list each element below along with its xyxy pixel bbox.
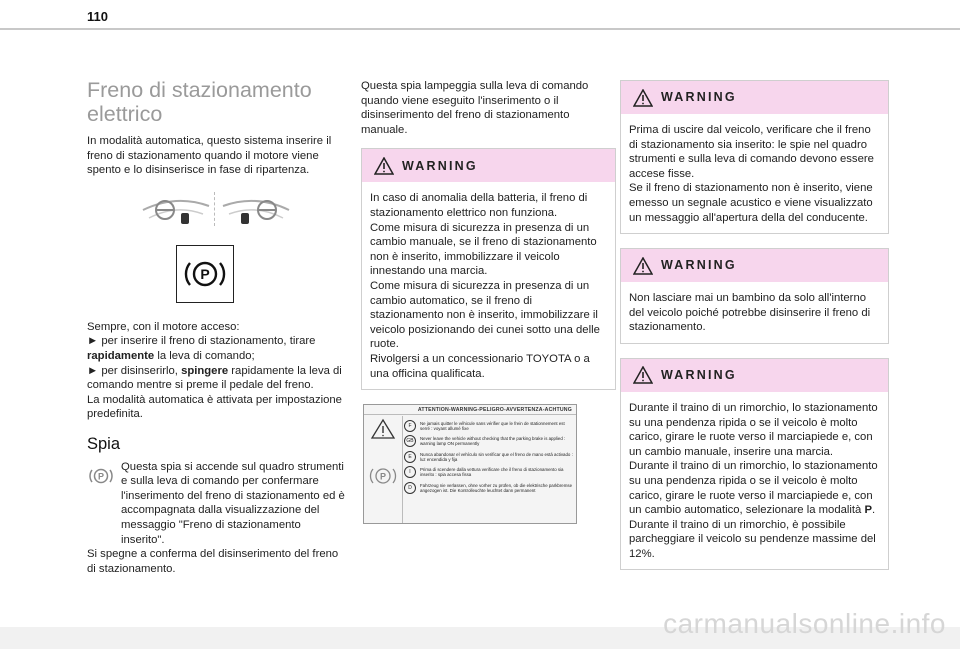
warning-body	[621, 392, 888, 570]
column-3	[620, 80, 889, 584]
warning-line: Durante il traino di un rimorchio, lo stazionamento su una pendenza ripida o se il veicolo è molto carico, girare le ruote verso il marciapiede e, con un cambio manuale, inserire una marcia.	[629, 401, 878, 458]
figure-divider	[214, 192, 215, 226]
bullet-arrow-icon: ►	[87, 335, 99, 348]
lever-illustration	[87, 190, 345, 312]
spia-text-on: Questa spia si accende sul quadro strumenti e sulla leva di comando per confermare l'inserimento del freno di stazionamento ed è accompagnata dalla visualizzazione del messaggio "Freno di stazionamento inserito".	[121, 460, 345, 546]
warning-line: Durante il traino di un rimorchio, è possibile parcheggiare il veicolo su pendenze massime del 12%.	[629, 518, 876, 560]
bullet-arrow-icon: ►	[87, 364, 99, 377]
warning-line: Non lasciare mai un bambino da solo all'interno del veicolo poiché potrebbe disinserire il freno di stazionamento.	[629, 292, 871, 334]
warning-box-exit	[620, 80, 889, 234]
parking-brake-symbol-box	[176, 245, 234, 303]
step-release: ► per disinserirlo, spingere rapidamente la leva di comando mentre si preme il pedale del freno.	[87, 364, 342, 392]
warning-title: WARNING	[402, 158, 478, 173]
warning-line: Prima di uscire dal veicolo, verificare che il freno di stazionamento sia inserito: le spie nel quadro strumenti e sulla leva di comando devono essere accese fisse.	[629, 124, 874, 180]
flag-icon: D	[404, 482, 416, 494]
warning-line: Come misura di sicurezza in presenza di un cambio manuale, se il freno di stazionamento non è inserito, immobilizzare il veicolo innestando una marcia.	[370, 221, 597, 278]
label-symbols	[364, 416, 403, 523]
warning-title: WARNING	[661, 258, 737, 273]
watermark: carmanualsonline.info	[663, 608, 946, 639]
parking-brake-icon	[177, 246, 233, 302]
warning-header	[621, 249, 888, 282]
warning-label-image	[363, 404, 577, 524]
warning-header	[621, 359, 888, 392]
warning-triangle-icon	[633, 366, 653, 384]
warning-body	[621, 114, 888, 233]
steps-lead: Sempre, con il motore acceso:	[87, 320, 240, 333]
column-1	[87, 78, 345, 576]
label-row: GB Never leave the vehicle without checking that the parking brake is applied : warning lamp ON permanently	[404, 434, 574, 450]
warning-line: Rivolgersi a un concessionario TOYOTA o a una officina qualificata.	[370, 352, 590, 380]
title-line-2: elettrico	[87, 102, 163, 126]
warning-line: Se il freno di stazionamento non è inserito, viene emesso un segnale acustico e viene visualizzato un messaggio all'apertura della del conducente.	[629, 182, 873, 224]
warning-line: Come misura di sicurezza in presenza di un cambio automatico, se il freno di stazionamento non è inserito, immobilizzare il veicolo posizionando dei cunei sotto una delle ruote.	[370, 279, 600, 351]
warning-title: WARNING	[661, 90, 737, 105]
warning-body	[362, 182, 615, 389]
flag-icon: I	[404, 466, 416, 478]
auto-mode-note: La modalità automatica è attivata per impostazione predefinita.	[87, 393, 342, 421]
label-row: D Fahrzeug nie verlassen, ohne vorher zu prüfen, ob die elektrische parkbremse angezogen ist. Die Kontrolleuchte leuchtet dann permanent	[404, 480, 574, 496]
warning-line: Durante il traino di un rimorchio, lo stazionamento su una pendenza ripida o se il veicolo è molto carico, girare le ruote verso il marciapiede e, con un cambio automatico, selezionare la modalità P.	[629, 460, 878, 517]
warning-triangle-icon	[374, 157, 394, 175]
warning-box-child	[620, 248, 889, 344]
svg-text:P: P	[200, 265, 210, 282]
spia-block	[87, 460, 345, 548]
page-title	[87, 78, 345, 126]
label-header: ATTENTION-WARNING-PELIGRO-AVVERTENZA-ACHTUNG	[364, 405, 576, 415]
parking-brake-warning-icon	[87, 462, 115, 490]
flag-icon: E	[404, 451, 416, 463]
label-row: E Nunca abandonar el vehículo sin verificar que el freno de mano está activado : luz encendida y fija	[404, 449, 574, 465]
label-symbols-icon	[364, 416, 402, 523]
steering-wheel-push-icon	[221, 196, 291, 226]
intro-text: In modalità automatica, questo sistema inserire il freno di stazionamento quando il motore viene spento e lo disinserisce in fase di ripartenza.	[87, 135, 332, 177]
step-apply: ► per inserire il freno di stazionamento, tirare rapidamente la leva di comando;	[87, 335, 316, 362]
svg-text:P: P	[97, 471, 105, 482]
warning-triangle-icon	[633, 257, 653, 275]
warning-box-towing	[620, 358, 889, 571]
warning-body	[621, 282, 888, 343]
label-rows	[404, 418, 574, 496]
flag-icon: F	[404, 420, 416, 432]
steering-wheel-pull-icon	[141, 196, 211, 226]
warning-box-battery	[361, 148, 616, 390]
flag-icon: GB	[404, 435, 416, 447]
warning-header	[621, 81, 888, 114]
mode-p-bold: P	[864, 504, 873, 517]
spia-heading: Spia	[87, 434, 121, 453]
column-2	[361, 79, 616, 524]
title-line-1: Freno di stazionamento	[87, 78, 312, 102]
warning-title: WARNING	[661, 368, 737, 383]
label-row: I Prima di scendere dalla vettura verificare che il freno di stazionamento sia inserito : spia accesa fissa	[404, 465, 574, 481]
warning-header	[362, 149, 615, 182]
warning-line: In caso di anomalia della batteria, il freno di stazionamento elettrico non funziona.	[370, 192, 588, 219]
svg-text:P: P	[379, 471, 387, 482]
blink-intro: Questa spia lampeggia sulla leva di comando quando viene eseguito l'inserimento o il disinserimento del freno di stazionamento manuale.	[361, 80, 589, 136]
label-row: F Ne jamais quitter le véhicule sans vérifier que le frein de stationnement est serré : voyant allumé fixe	[404, 418, 574, 434]
spia-text-off: Si spegne a conferma del disinserimento del freno di stazionamento.	[87, 548, 339, 575]
top-rule	[0, 28, 960, 30]
warning-triangle-icon	[633, 89, 653, 107]
page-number: 110	[87, 9, 108, 24]
